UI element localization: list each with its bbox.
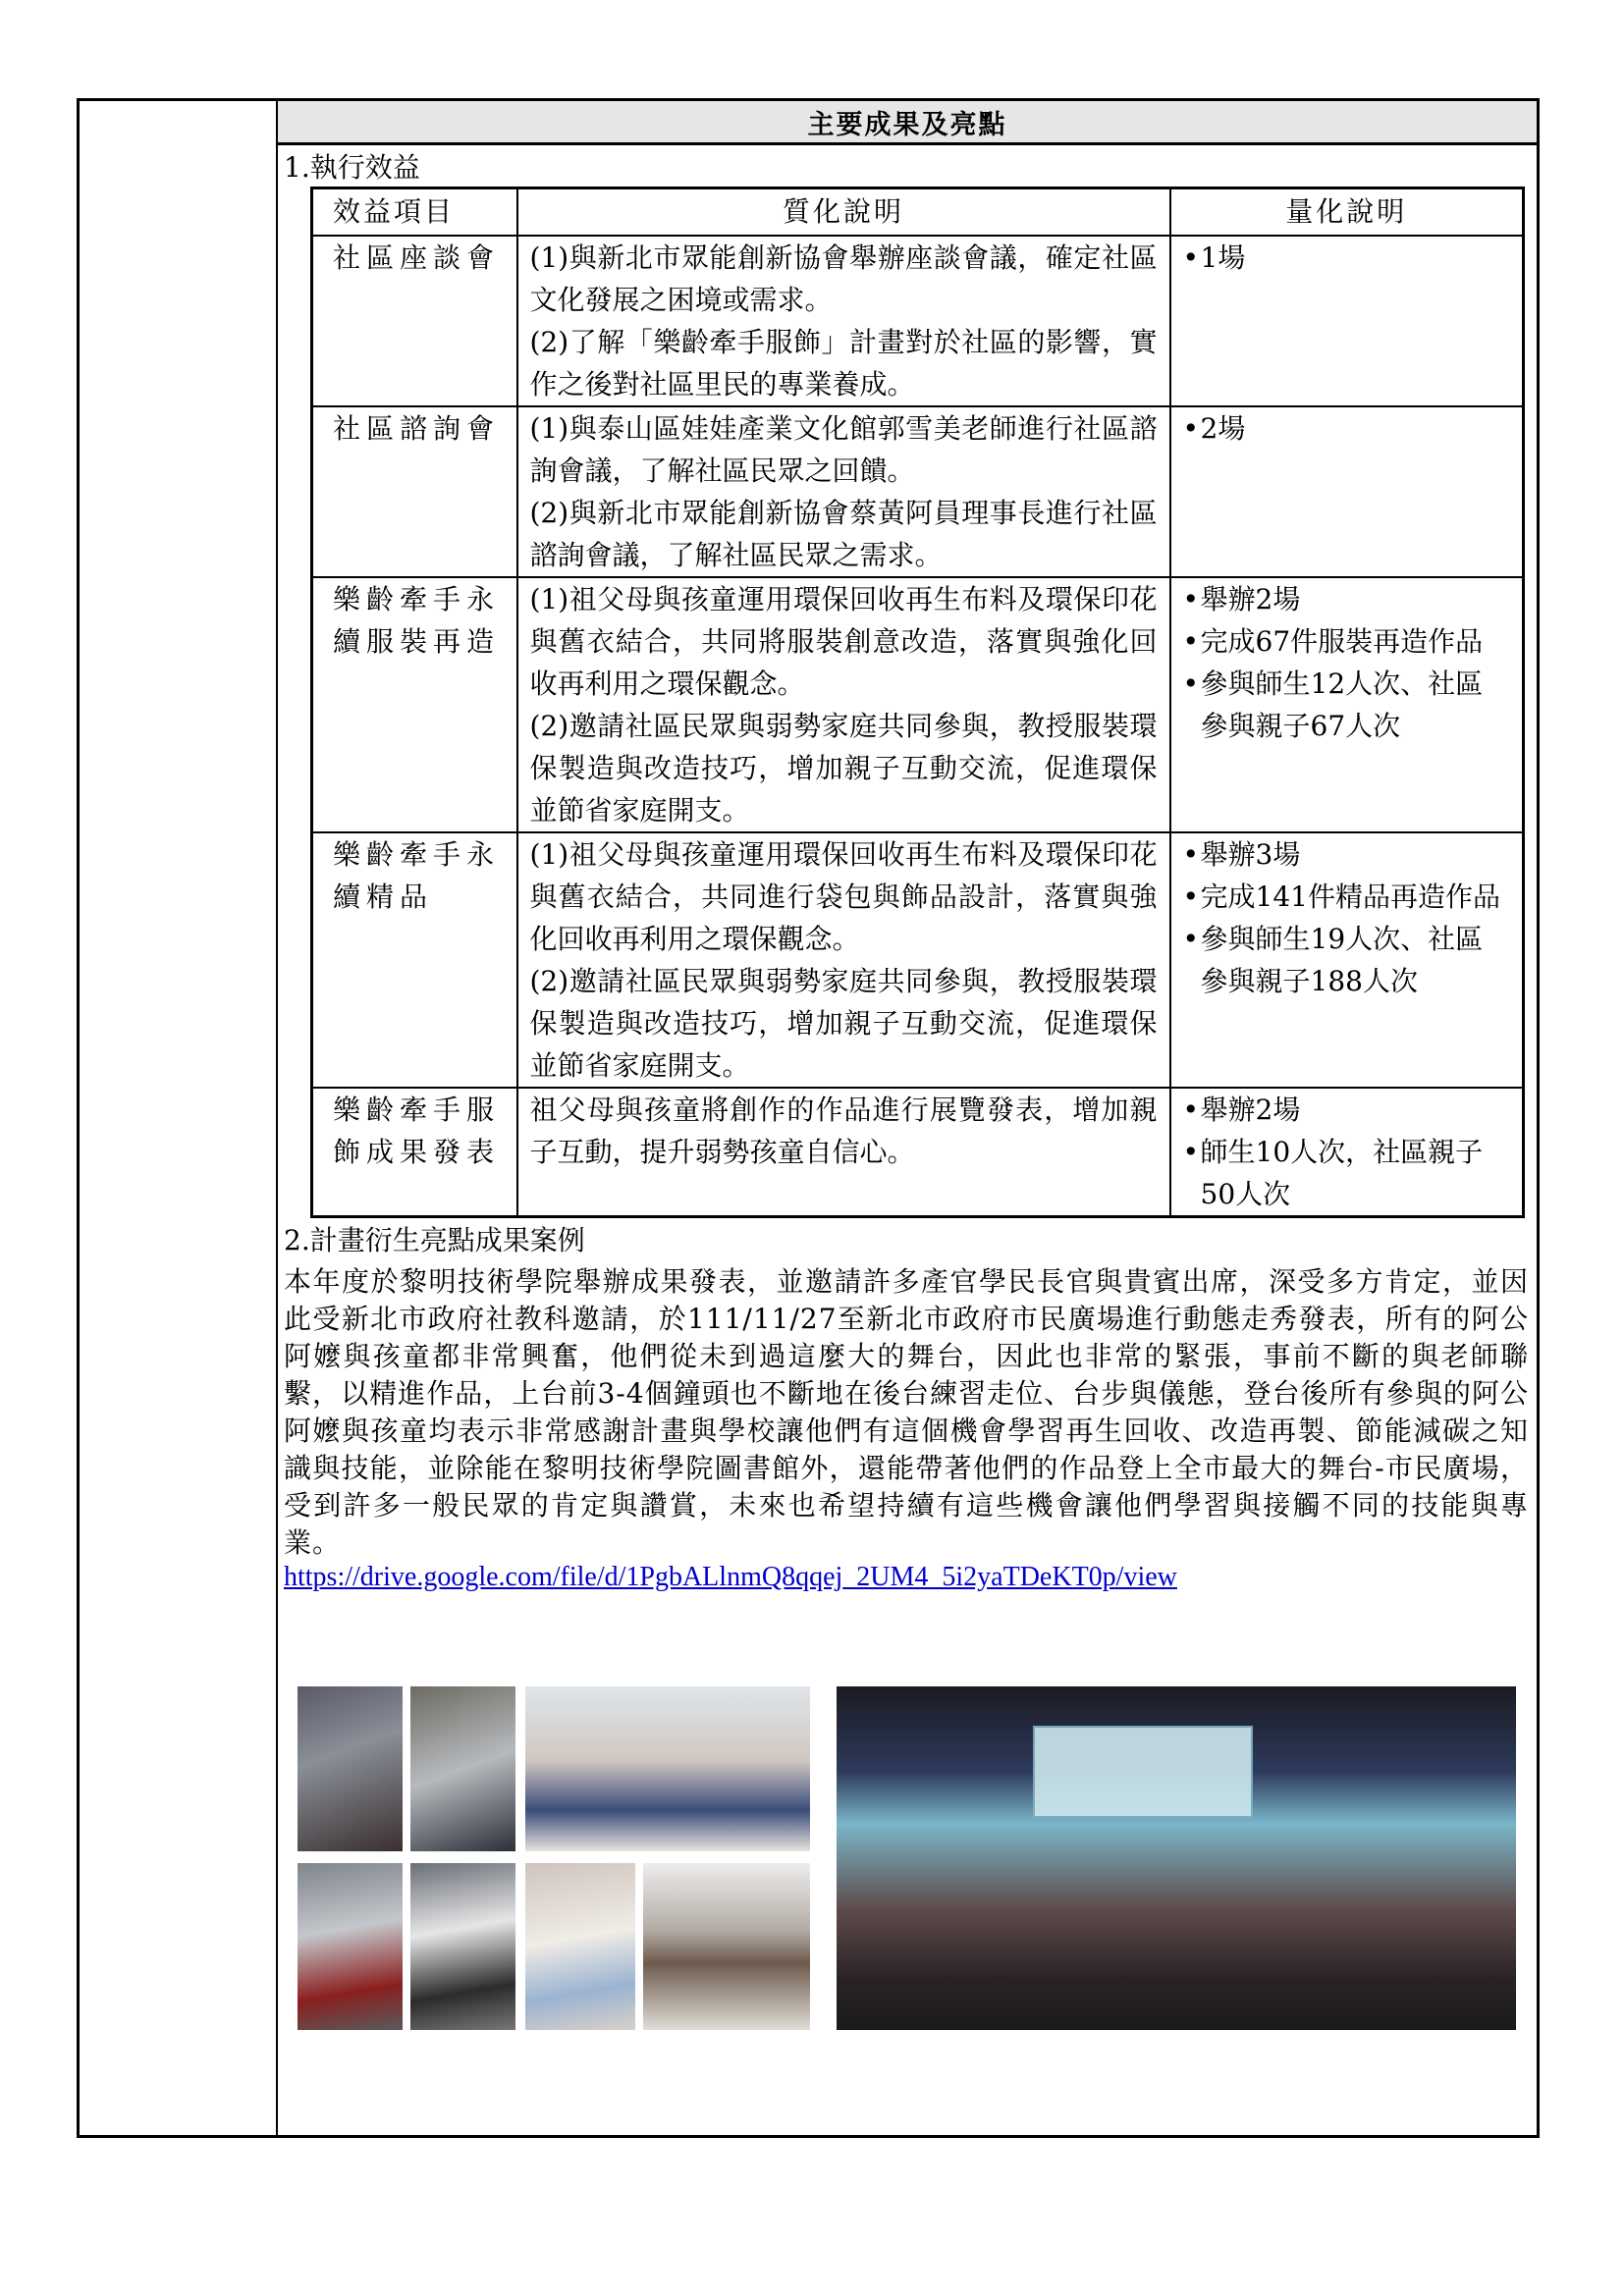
quantitative-cell <box>1170 577 1524 832</box>
qualitative-cell <box>517 1088 1170 1217</box>
quantitative-cell <box>1170 406 1524 577</box>
qualitative-paragraph: (2)了解「樂齡牽手服飾」計畫對於社區的影響，實作之後對社區里民的專業養成。 <box>529 326 1158 400</box>
left-label-column <box>80 101 278 2135</box>
quantitative-cell <box>1170 236 1524 406</box>
quantitative-cell <box>1170 1088 1524 1217</box>
column-header-item: 效益項目 <box>312 188 517 237</box>
qualitative-cell <box>517 832 1170 1088</box>
group-exhibition-photo <box>525 1686 810 1851</box>
quantitative-bullet: • 完成141件精品再造作品 <box>1183 876 1511 918</box>
item-cell: 樂齡牽手永續服裝再造 <box>312 577 517 832</box>
item-cell: 樂齡牽手服飾成果發表 <box>312 1088 517 1217</box>
quantitative-bullet: • 參與師生19人次、社區參與親子188人次 <box>1183 918 1511 1002</box>
qualitative-paragraph: 祖父母與孩童將創作的作品進行展覽發表，增加親子互動，提升弱勢孩童自信心。 <box>529 1094 1158 1168</box>
fashion-show-photo <box>298 1863 403 2030</box>
fashion-show-photo <box>410 1863 515 2030</box>
quantitative-bullet: • 舉辦3場 <box>1183 833 1511 876</box>
benefit-table <box>310 187 1525 1218</box>
qualitative-paragraph: (2)邀請社區民眾與弱勢家庭共同參與，教授服裝環保製造與改造技巧，增加親子互動交流，促進環保並節省家庭開支。 <box>529 965 1158 1082</box>
section2-body: 本年度於黎明技術學院舉辦成果發表，並邀請許多產官學民長官與貴賓出席，深受多方肯定，並因此受新北市政府社教科邀請，於111/11/27至新北市政府市民廣場進行動態走秀發表，所有的阿公阿嬤與孩童都非常興奮，他們從未到過這麼大的舞台，因此也非常的緊張，事前不斷的與老師聯繫，以精進作品，上台前3-4個鐘頭也不斷地在後台練習走位、台步與儀態，登台後所有參與的阿公阿嬤與孩童均表示非常感謝計畫與學校讓他們有這個機會學習再生回收、改造再製、節能減碳之知識與技能，並除能在黎明技術學院圖書館外，還能帶著他們的作品登上全市最大的舞台-市民廣場，受到許多一般民眾的肯定與讚賞，未來也希望持續有這些機會讓他們學習與接觸不同的技能與專業。 <box>284 1265 1529 1559</box>
fashion-show-photo <box>298 1686 403 1851</box>
qualitative-cell <box>517 406 1170 577</box>
table-row <box>312 406 1524 577</box>
item-cell: 社區座談會 <box>312 236 517 406</box>
quantitative-bullet: • 參與師生12人次、社區參與親子67人次 <box>1183 663 1511 747</box>
quantitative-bullet: • 2場 <box>1183 407 1511 450</box>
qualitative-paragraph: (1)祖父母與孩童運用環保回收再生布料及環保印花與舊衣結合，共同將服裝創意改造，落實與強化回收再利用之環保觀念。 <box>529 583 1158 700</box>
stage-banner <box>1033 1726 1253 1818</box>
qualitative-paragraph: (1)祖父母與孩童運用環保回收再生布料及環保印花與舊衣結合，共同進行袋包與飾品設計，落實與強化回收再利用之環保觀念。 <box>529 838 1158 955</box>
quantitative-bullet: • 1場 <box>1183 237 1511 279</box>
qualitative-paragraph: (2)與新北市眾能創新協會蔡黃阿員理事長進行社區諮詢會議，了解社區民眾之需求。 <box>529 497 1158 571</box>
quantitative-bullet: • 舉辦2場 <box>1183 578 1511 620</box>
quantitative-cell <box>1170 832 1524 1088</box>
section2-title: 2.計畫衍生亮點成果案例 <box>284 1224 585 1256</box>
item-cell: 樂齡牽手永續精品 <box>312 832 517 1088</box>
table-row <box>312 577 1524 832</box>
content-column <box>278 101 1537 2135</box>
qualitative-paragraph: (2)邀請社區民眾與弱勢家庭共同參與，教授服裝環保製造與改造技巧，增加親子互動交流，促進環保並節省家庭開支。 <box>529 710 1158 827</box>
quantitative-bullet: • 師生10人次，社區親子50人次 <box>1183 1131 1511 1215</box>
drive-link[interactable]: https://drive.google.com/file/d/1PgbALlnmQ8qqej_2UM4_5i2yaTDeKT0p/view <box>284 1562 1177 1592</box>
bag-display-photo <box>643 1863 810 2030</box>
section-header: 主要成果及亮點 <box>278 101 1537 145</box>
qualitative-paragraph: (1)與新北市眾能創新協會舉辦座談會議，確定社區文化發展之困境或需求。 <box>529 241 1158 316</box>
table-row <box>312 832 1524 1088</box>
quantitative-bullet: • 完成67件服裝再造作品 <box>1183 620 1511 663</box>
qualitative-paragraph: (1)與泰山區娃娃產業文化館郭雪美老師進行社區諮詢會議，了解社區民眾之回饋。 <box>529 412 1158 487</box>
column-header-qualitative: 質化說明 <box>517 188 1170 237</box>
qualitative-cell <box>517 577 1170 832</box>
fashion-show-photo <box>410 1686 515 1851</box>
column-header-quantitative: 量化說明 <box>1170 188 1524 237</box>
table-row <box>312 236 1524 406</box>
section1-title: 1.執行效益 <box>284 151 420 184</box>
child-photo <box>525 1863 635 2030</box>
photo-collage <box>298 1686 1535 2040</box>
table-row <box>312 1088 1524 1217</box>
qualitative-cell <box>517 236 1170 406</box>
stage-group-photo <box>837 1686 1516 2030</box>
form-frame <box>77 98 1540 2138</box>
item-cell: 社區諮詢會 <box>312 406 517 577</box>
quantitative-bullet: • 舉辦2場 <box>1183 1089 1511 1131</box>
